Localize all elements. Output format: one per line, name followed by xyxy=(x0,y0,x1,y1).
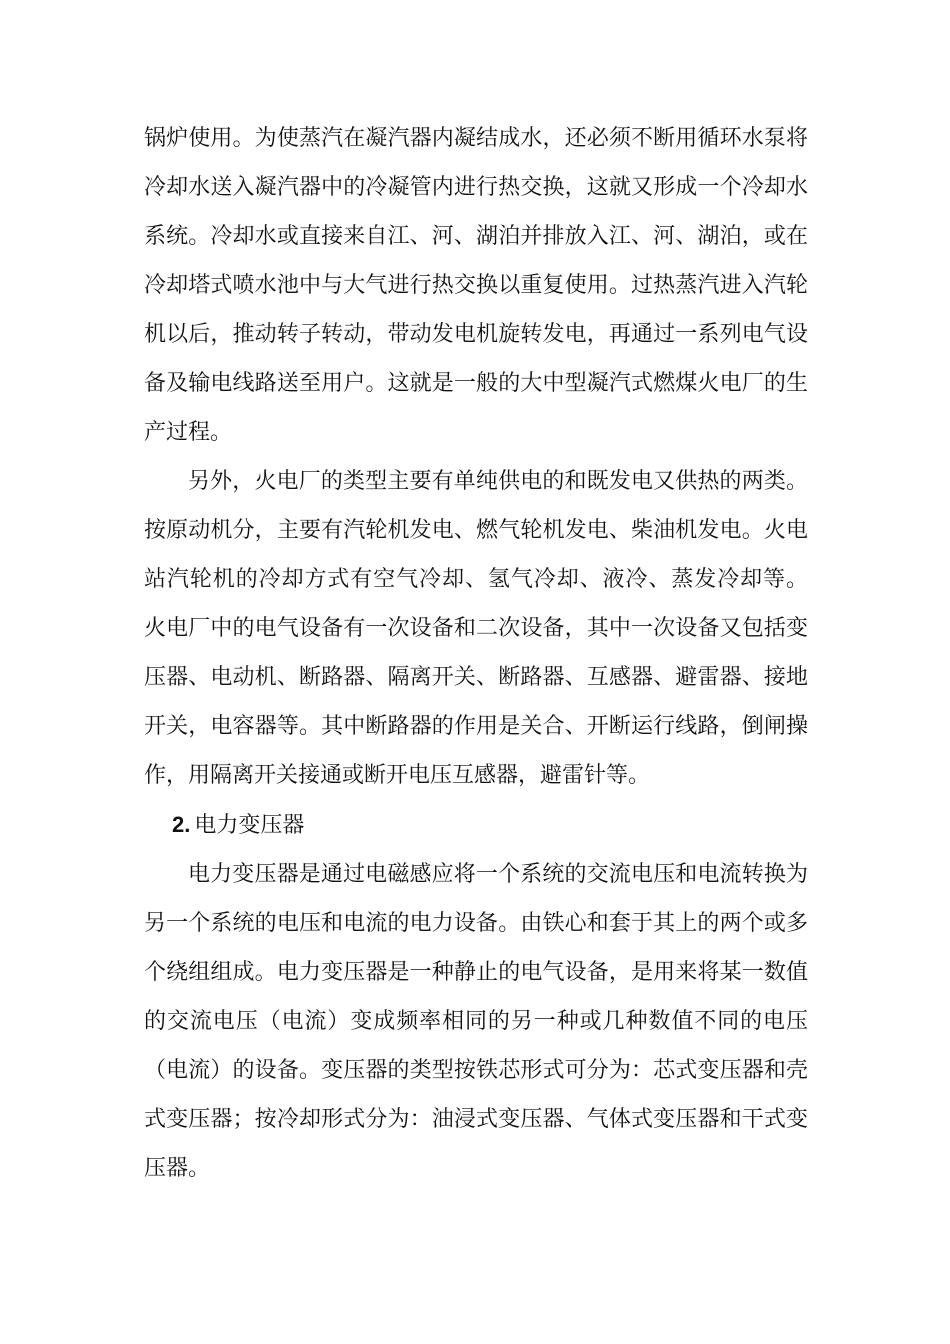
paragraph-transformer: 电力变压器是通过电磁感应将一个系统的交流电压和电流转换为另一个系统的电压和电流的电力设备。由铁心和套于其上的两个或多个绕组组成。电力变压器是一种静止的电气设备，是用来将某一数值的交流电压（电流）变成频率相同的另一种或几种数值不同的电压（电流）的设备。变压器的类型按铁芯形式可分为：芯式变压器和壳式变压器；按冷却形式分为：油浸式变压器、气体式变压器和干式变压器。 xyxy=(144,862,808,1181)
section-heading xyxy=(144,800,808,850)
document-body xyxy=(144,114,808,1193)
section-title: 电力变压器 xyxy=(194,813,305,838)
paragraph-power-plant-types: 另外，火电厂的类型主要有单纯供电的和既发电又供热的两类。按原动机分，主要有汽轮机发电、燃气轮机发电、柴油机发电。火电站汽轮机的冷却方式有空气冷却、氢气冷却、液冷、蒸发冷却等。 火电厂中的电气设备有一次设备和二次设备，其中一次设备又包括变压器、电动机、断路器、隔离开关、断路器、互感器、避雷器、接地开关，电容器等。其中断路器的作用是关合、开断运行线路，倒闸操作，用隔离开关接通或断开电压互感器，避雷针等。 xyxy=(144,469,808,788)
section-number: 2. xyxy=(172,812,191,837)
paragraph-power-plant-process: 锅炉使用。为使蒸汽在凝汽器内凝结成水，还必须不断用循环水泵将冷却水送入凝汽器中的冷凝管内进行热交换，这就又形成一个冷却水系统。冷却水或直接来自江、河、湖泊并排放入江、河、湖泊，或在冷却塔式喷水池中与大气进行热交换以重复使用。过热蒸汽进入汽轮机以后，推动转子转动，带动发电机旋转发电，再通过一系列电气设备及输电线路送至用户。这就是一般的大中型凝汽式燃煤火电厂的生产过程。 xyxy=(144,126,808,445)
